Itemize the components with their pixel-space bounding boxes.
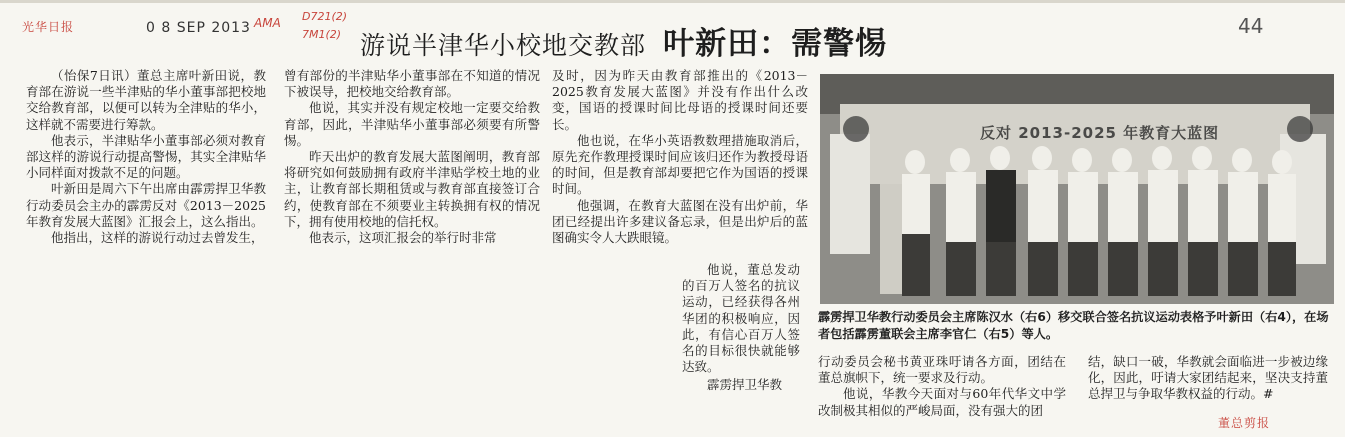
paragraph: 他指出，这样的游说行动过去曾发生， — [51, 230, 264, 246]
page-number: 44 — [1238, 14, 1264, 38]
headline-main: 游说半津华小校地交教部 — [360, 31, 647, 60]
clipping-source: 董总剪报 — [1218, 416, 1271, 430]
paragraph: 昨天出炉的教育发展大蓝图阐明，教育部将研究如何鼓励拥有政府半津贴学校土地的业主，让教育部长期租赁或与教育部直接签订合约，使教育部在不须要业主转换拥有权的情况下，拥有使用校地的信托权。 — [284, 149, 540, 229]
handwritten-note: 7M1(2) — [302, 28, 342, 41]
headline-sub: 叶新田：需警惕 — [663, 26, 888, 62]
article-column-1 — [26, 68, 266, 246]
paragraph: 及时，因为昨天由教育部推出的《2013－2025教育发展大蓝图》并没有作出什么改变，国语的授课时间比母语的授课时间还要长。 — [552, 68, 808, 132]
paragraph: 曾有部份的半津贴华小董事部在不知道的情况下被误导，把校地交给教育部。 — [284, 68, 540, 100]
article-column-3 — [552, 68, 808, 246]
photo-caption: 霹雳捍卫华教行动委员会主席陈汉水（右6）移交联合签名抗议运动表格予叶新田（右4），在场者包括霹雳董联会主席李官仁（右5）等人。 — [818, 310, 1329, 341]
handwritten-note: AMA — [254, 16, 281, 30]
masthead: 光华日报 — [22, 20, 75, 34]
top-border — [0, 0, 1345, 3]
paragraph: 他表示，这项汇报会的举行时非常 — [309, 230, 497, 246]
article-column-2 — [284, 68, 540, 246]
date-stamp: 0 8 SEP 2013 — [146, 20, 251, 36]
paragraph: 他表示，半津贴华小董事部必须对教育部这样的游说行动提高警惕，其实全津贴华小同样面对拨款不足的问题。 — [26, 132, 266, 181]
paragraph: （怡保7日讯）董总主席叶新田说，教育部在游说一些半津贴的华小董事部把校地交给教育部，以便可以转为全津贴的华小，这样就不需要进行筹款。 — [26, 68, 266, 132]
headline — [360, 18, 887, 63]
paragraph: 他说，其实并没有规定校地一定要交给教育部，因此，半津贴华小董事部必须要有所警惕。 — [284, 100, 540, 148]
article-column-6 — [1088, 354, 1328, 403]
paragraph: 行动委员会秘书黄亚珠吁请各方面，团结在董总旗帜下，统一要求及行动。 — [818, 354, 1066, 386]
paragraph: 他也说，在华小英语教数理措施取消后，原先充作教理授课时间应该归还作为教授母语的时间，但是教育部却要把它作为国语的授课时间。 — [552, 132, 808, 197]
handwritten-note: D721(2) — [302, 10, 348, 23]
article-column-5 — [818, 354, 1066, 419]
photo-scene — [820, 74, 1334, 304]
paragraph: 他说，华教今天面对与60年代华文中学改制极其相似的严峻局面，没有强大的团 — [818, 386, 1066, 418]
paragraph: 叶新田是周六下午出席由霹雳捍卫华教行动委员会主办的霹雳反对《2013－2025年教育发展大蓝图》汇报会上，这么指出。 — [26, 181, 266, 229]
article-column-4 — [682, 262, 800, 394]
paragraph: 霹雳捍卫华教 — [707, 377, 783, 393]
paragraph: 他说，董总发动的百万人签名的抗议运动，已经获得各州华团的积极响应，因此，有信心百万人签名的目标很快就能够达致。 — [682, 262, 800, 375]
news-photo — [820, 74, 1334, 304]
photo-banner: 反对 2013-2025 年教育大蓝图 — [980, 124, 1220, 142]
paragraph: 他强调，在教育大蓝图在没有出炉前，华团已经提出许多建议备忘录，但是出炉后的蓝图确实令人大跌眼镜。 — [552, 197, 808, 246]
paragraph: 结，缺口一破，华教就会面临进一步被边缘化，因此，吁请大家团结起来，坚决支持董总捍卫与争取华教权益的行动。# — [1088, 354, 1328, 402]
